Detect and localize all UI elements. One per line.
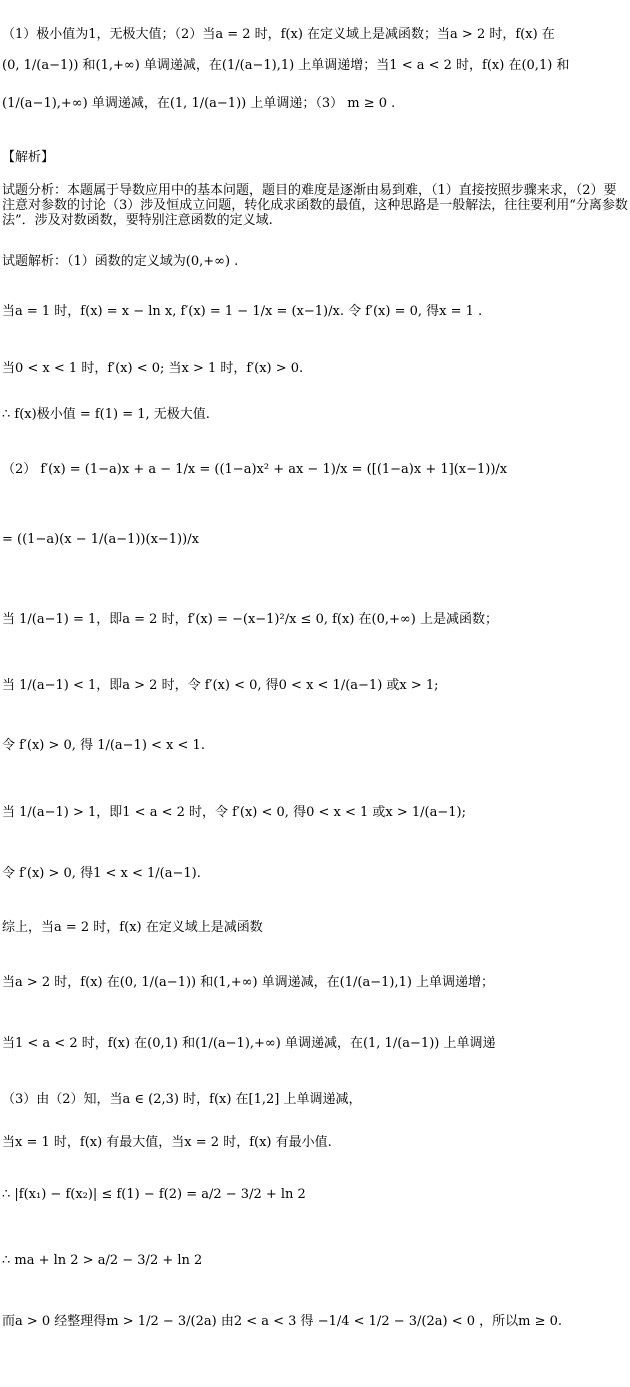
- answer-line-1: （1）极小值为1，无极大值；（2）当a = 2 时，f(x) 在定义域上是减函数；当a > 2 时，f(x) 在: [2, 27, 555, 42]
- solution-line-sign: 当0 < x < 1 时，f′(x) < 0; 当x > 1 时，f′(x) > 0.: [2, 361, 304, 376]
- summary-line-2: 当a > 2 时，f(x) 在(0, 1/(a−1)) 和(1,+∞) 单调递减，在(1/(a−1),1) 上单调递增；: [2, 975, 495, 990]
- case-a-eq-2: 当 1/(a−1) = 1，即a = 2 时，f′(x) = −(x−1)²/x ≤ 0, f(x) 在(0,+∞) 上是减函数；: [2, 612, 498, 627]
- solution-line-min: ∴ f(x)极小值 = f(1) = 1, 无极大值.: [2, 407, 210, 422]
- answer-line-2: (0, 1/(a−1)) 和(1,+∞) 单调递减，在(1/(a−1),1) 上单调递增；当1 < a < 2 时，f(x) 在(0,1) 和: [2, 58, 570, 73]
- solution-intro: 试题解析：（1）函数的定义域为(0,+∞) .: [2, 254, 239, 269]
- part3-line-2: 当x = 1 时，f(x) 有最大值，当x = 2 时，f(x) 有最小值.: [2, 1135, 332, 1150]
- summary-line-3: 当1 < a < 2 时，f(x) 在(0,1) 和(1/(a−1),+∞) 单调递减，在(1, 1/(a−1)) 上单调递: [2, 1036, 496, 1051]
- answer-line-3: (1/(a−1),+∞) 单调递减，在(1, 1/(a−1)) 上单调递；（3） m ≥ 0 .: [2, 96, 396, 111]
- analysis-paragraph: 试题分析：本题属于导数应用中的基本问题，题目的难度是逐渐由易到难，（1）直接按照步骤来求，（2）要注意对参数的讨论（3）涉及恒成立问题，转化成求函数的最值，这种思路是一般解法，往往要利用“分离参数法”．涉及对数函数，要特别注意函数的定义域.: [2, 183, 628, 228]
- part3-line-5: 而a > 0 经整理得m > 1/2 − 3/(2a) 由2 < a < 3 得 −1/4 < 1/2 − 3/(2a) < 0 ，所以m ≥ 0.: [2, 1314, 563, 1329]
- case-a-gt-2: 当 1/(a−1) < 1，即a > 2 时，令 f′(x) < 0, 得0 < x < 1/(a−1) 或x > 1;: [2, 678, 439, 693]
- part3-line-1: （3）由（2）知，当a ∈ (2,3) 时，f(x) 在[1,2] 上单调递减，: [2, 1092, 362, 1107]
- derivative-line: （2） f′(x) = (1−a)x + a − 1/x = ((1−a)x² + ax − 1)/x = ([(1−a)x + 1](x−1))/x: [2, 462, 508, 477]
- case-a-between: 当 1/(a−1) > 1，即1 < a < 2 时，令 f′(x) < 0, 得0 < x < 1 或x > 1/(a−1);: [2, 805, 466, 820]
- case-a-between-increase: 令 f′(x) > 0, 得1 < x < 1/(a−1).: [2, 866, 201, 881]
- summary-line-1: 综上，当a = 2 时，f(x) 在定义域上是减函数: [2, 920, 263, 935]
- solution-line-a1: 当a = 1 时，f(x) = x − ln x, f′(x) = 1 − 1/x = (x−1)/x. 令 f′(x) = 0, 得x = 1 .: [2, 304, 483, 319]
- analysis-heading: 【解析】: [2, 150, 55, 165]
- case-a-gt-2-increase: 令 f′(x) > 0, 得 1/(a−1) < x < 1.: [2, 738, 205, 753]
- part3-line-4: ∴ ma + ln 2 > a/2 − 3/2 + ln 2: [2, 1253, 203, 1268]
- derivative-factored: = ((1−a)(x − 1/(a−1))(x−1))/x: [2, 532, 199, 547]
- part3-line-3: ∴ |f(x₁) − f(x₂)| ≤ f(1) − f(2) = a/2 − 3/2 + ln 2: [2, 1187, 306, 1202]
